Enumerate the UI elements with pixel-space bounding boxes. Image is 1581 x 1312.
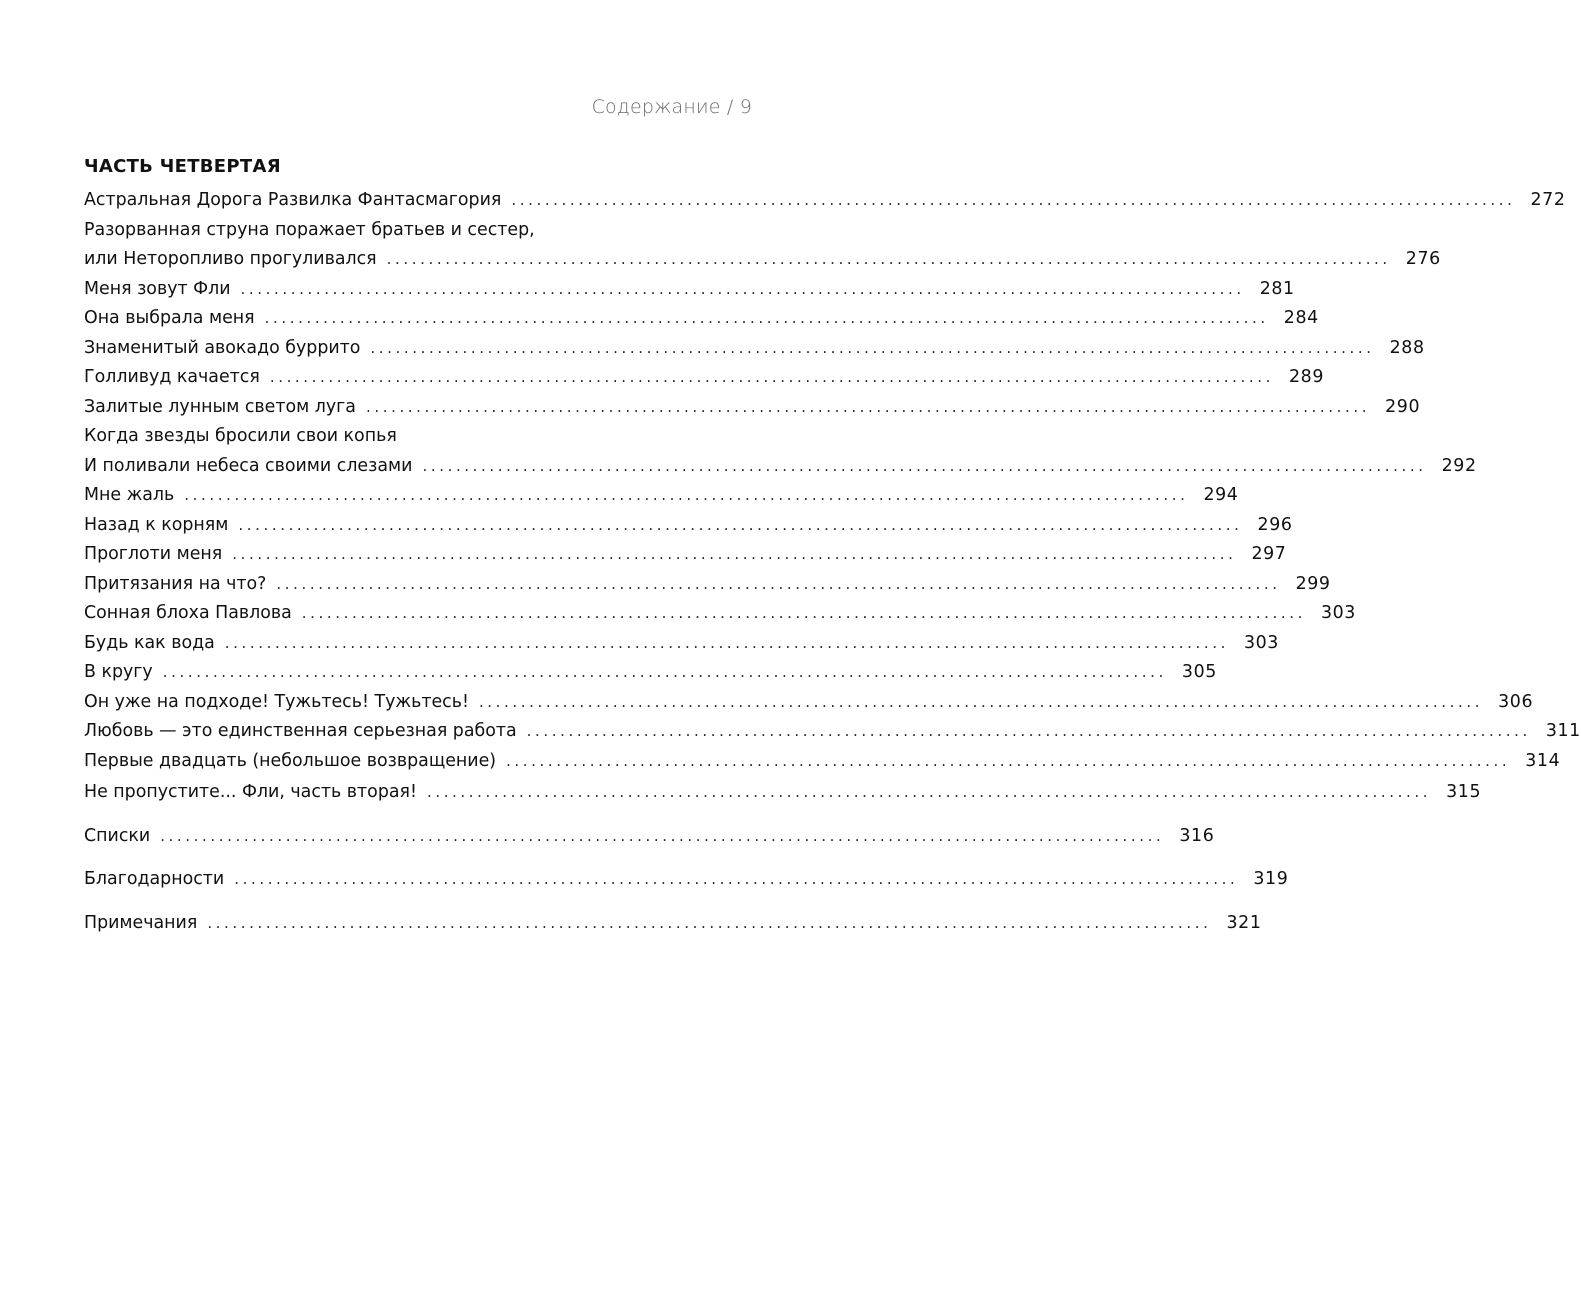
toc-entry-title: Она выбрала меня (84, 308, 255, 328)
toc-entry (84, 909, 1262, 939)
toc-entry (84, 717, 1581, 747)
toc-entry (84, 540, 1287, 570)
toc-entry-page: 288 (1389, 337, 1425, 358)
dot-leader: ........................................................................................................................ (526, 722, 1531, 740)
toc-entry-page: 303 (1320, 603, 1356, 623)
toc-entry (84, 452, 1477, 482)
toc-entry-page: 292 (1441, 455, 1477, 476)
dot-leader: ........................................................................................................................ (511, 191, 1516, 209)
toc-entry-page: 315 (1446, 782, 1482, 802)
toc-entry (84, 629, 1279, 659)
dot-leader: ........................................................................................................................ (207, 913, 1212, 932)
toc-entry (84, 865, 1289, 895)
dot-leader: ........................................................................................................................ (240, 279, 1245, 298)
dot-leader: ........................................................................................................................ (162, 663, 1167, 681)
dot-leader: ........................................................................................................................ (386, 250, 1391, 268)
dot-leader: ........................................................................................................................ (365, 397, 1371, 416)
toc-entry-title: Будь как вода (84, 632, 215, 653)
dot-leader: ........................................................................................................................ (370, 338, 1375, 357)
dot-leader: ........................................................................................................................ (426, 783, 1432, 801)
running-head: Содержание / 9 (591, 96, 752, 118)
toc-entry (84, 245, 1441, 275)
toc-entry-title: Первые двадцать (небольшое возвращение) (84, 750, 497, 771)
toc-entry-page: 305 (1181, 662, 1217, 682)
toc-entry-title: И поливали небеса своими слезами (84, 455, 413, 476)
toc-entry (84, 570, 1331, 600)
toc-entries (84, 186, 1581, 808)
toc-entry-page: 290 (1385, 396, 1421, 417)
toc-entry (84, 822, 1215, 852)
toc-entry (84, 275, 1295, 305)
dot-leader: ........................................................................................................................ (232, 545, 1237, 563)
dot-leader: ........................................................................................................................ (269, 368, 1274, 386)
toc-entry-page: 319 (1253, 869, 1289, 889)
toc-entry-page: 296 (1257, 514, 1293, 535)
toc-entry-title: Когда звезды бросили свои копья (84, 426, 397, 446)
toc-entry-page: 272 (1530, 190, 1566, 210)
dot-leader: ........................................................................................................................ (234, 870, 1239, 888)
toc-entry (84, 688, 1534, 718)
toc-entry-page: 314 (1525, 750, 1561, 771)
toc-entry (84, 511, 1293, 541)
toc-entry-page: 299 (1295, 573, 1331, 594)
toc-entry-title: Залитые лунным светом луга (84, 396, 356, 417)
toc-entry-page: 276 (1405, 249, 1441, 269)
dot-leader: ........................................................................................................................ (238, 515, 1243, 534)
toc-entry (84, 186, 1566, 216)
toc-entry-title: В кругу (84, 662, 153, 682)
dot-leader: ........................................................................................................................ (478, 692, 1484, 711)
toc-entry-title: Любовь — это единственная серьезная работа (84, 721, 517, 741)
toc-entry-page: 284 (1283, 308, 1319, 328)
toc-entry-title: Астральная Дорога Развилка Фантасмагория (84, 190, 502, 210)
toc-entry-page: 321 (1226, 912, 1262, 933)
toc-entry-page: 306 (1498, 691, 1534, 712)
dot-leader: ........................................................................................................................ (184, 486, 1189, 504)
toc-entry (84, 778, 1482, 808)
toc-entry (84, 216, 720, 246)
toc-entry (84, 334, 1425, 364)
dot-leader: ........................................................................................................................ (276, 574, 1281, 593)
toc-entry-title: или Неторопливо прогуливался (84, 249, 377, 269)
toc-entry-title: Разорванная струна поражает братьев и сестер, (84, 219, 535, 240)
toc-entry-page: 294 (1203, 485, 1239, 505)
toc-entry-title: Знаменитый авокадо буррито (84, 337, 361, 358)
toc-entry-page: 297 (1251, 544, 1287, 564)
toc-entry-title: Проглоти меня (84, 544, 223, 564)
dot-leader: ........................................................................................................................ (506, 751, 1511, 770)
toc-entry-title: Мне жаль (84, 485, 175, 505)
toc-entry (84, 422, 720, 452)
toc-entry (84, 481, 1239, 511)
dot-leader: ........................................................................................................................ (224, 633, 1229, 652)
toc-entry (84, 363, 1324, 393)
toc-entry-title: Он уже на подходе! Тужьтесь! Тужьтесь! (84, 691, 469, 712)
toc-entry-page: 303 (1243, 632, 1279, 653)
toc-entry-title: Назад к корням (84, 514, 229, 535)
toc-entry-page: 281 (1259, 278, 1295, 299)
toc-entry-page: 311 (1545, 721, 1581, 741)
table-of-contents (84, 155, 1581, 938)
toc-entry-title: Сонная блоха Павлова (84, 603, 292, 623)
toc-entry-title: Примечания (84, 912, 198, 933)
dot-leader: ........................................................................................................................ (422, 456, 1427, 475)
toc-entry-title: Списки (84, 825, 151, 846)
dot-leader: ........................................................................................................................ (264, 309, 1269, 327)
toc-entry (84, 599, 1356, 629)
toc-entry-title: Благодарности (84, 869, 225, 889)
toc-entry (84, 658, 1217, 688)
toc-entry-page: 316 (1179, 825, 1215, 846)
toc-entry (84, 304, 1319, 334)
dot-leader: ........................................................................................................................ (301, 604, 1306, 622)
toc-entry-title: Голливуд качается (84, 367, 260, 387)
dot-leader: ........................................................................................................................ (160, 826, 1165, 845)
toc-entry (84, 747, 1561, 777)
toc-back-matter (84, 822, 1289, 939)
toc-entry-title: Не пропустите... Фли, часть вторая! (84, 782, 417, 802)
section-heading: ЧАСТЬ ЧЕТВЕРТАЯ (84, 156, 281, 177)
toc-entry-page: 289 (1289, 367, 1324, 387)
toc-entry-title: Меня зовут Фли (84, 278, 231, 299)
toc-entry (84, 393, 1421, 423)
toc-entry-title: Притязания на что? (84, 573, 267, 594)
